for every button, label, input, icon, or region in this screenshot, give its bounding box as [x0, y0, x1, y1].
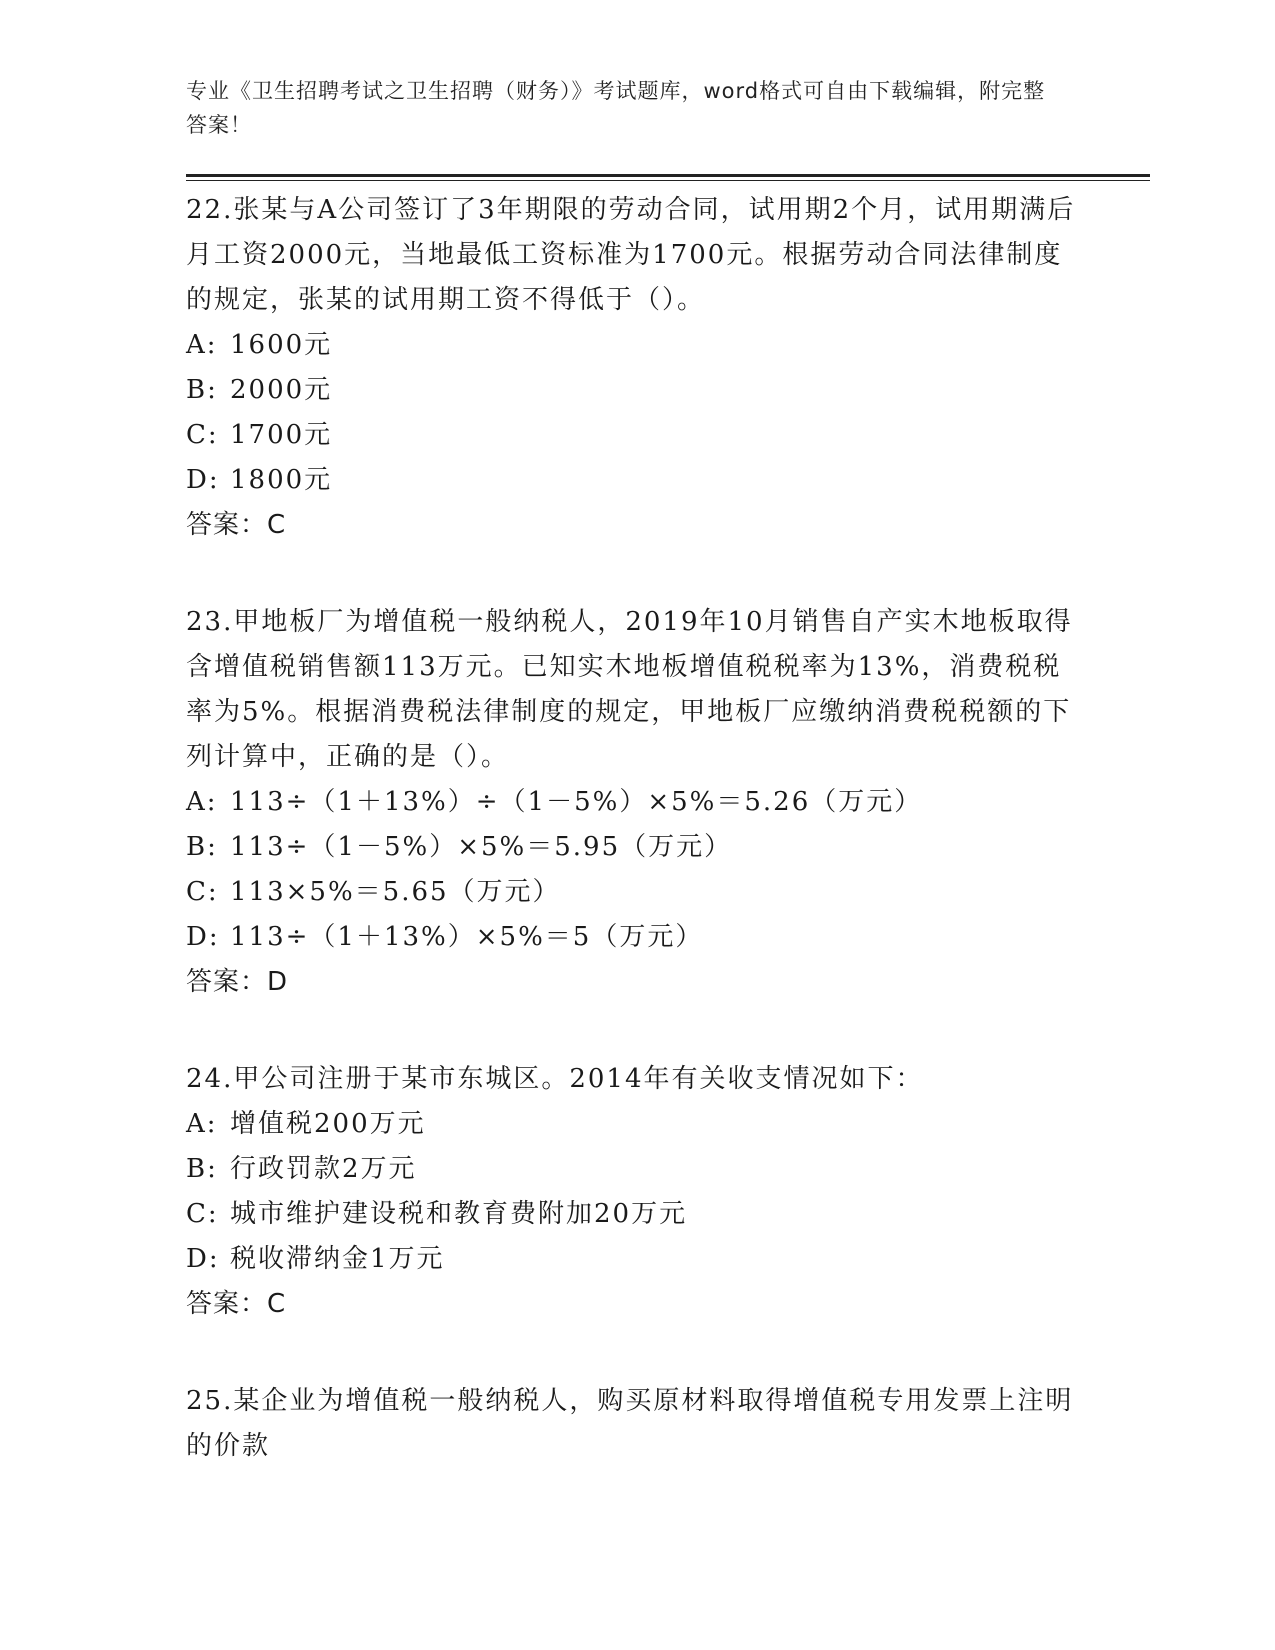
header-rule-thin — [186, 180, 1150, 181]
answer-line: 答案：C — [186, 1289, 287, 1319]
option-text: 113÷（1－5%）×5%＝5.95（万元） — [230, 832, 733, 862]
option-text: 113÷（1＋13%）÷（1－5%）×5%＝5.26（万元） — [230, 787, 923, 817]
option-c — [186, 413, 1086, 458]
question-stem: 25.某企业为增值税一般纳税人，购买原材料取得增值税专用发票上注明的价款 — [186, 1386, 1074, 1461]
option-letter: C: — [186, 1199, 219, 1229]
option-text: 113×5%＝5.65（万元） — [230, 877, 561, 907]
option-b — [186, 368, 1086, 413]
option-c — [186, 1192, 1086, 1237]
option-text: 增值税200万元 — [230, 1109, 426, 1139]
option-a — [186, 780, 1086, 825]
option-letter: A: — [186, 787, 218, 817]
question-23 — [186, 600, 1086, 1005]
answer-line: 答案：C — [186, 510, 287, 540]
option-d — [186, 915, 1086, 960]
header-rule-thick — [186, 174, 1150, 177]
option-text: 1800元 — [230, 465, 333, 495]
option-letter: D: — [186, 465, 220, 495]
option-d — [186, 458, 1086, 503]
option-text: 城市维护建设税和教育费附加20万元 — [230, 1199, 688, 1229]
answer-line: 答案：D — [186, 967, 289, 997]
option-letter: B: — [186, 375, 218, 405]
document-header: 专业《卫生招聘考试之卫生招聘（财务）》考试题库，word格式可自由下载编辑，附完整答案！ — [186, 79, 1046, 137]
option-text: 税收滞纳金1万元 — [230, 1244, 445, 1274]
option-b — [186, 825, 1086, 870]
option-letter: A: — [186, 330, 218, 360]
option-b — [186, 1147, 1086, 1192]
option-a — [186, 1102, 1086, 1147]
option-c — [186, 870, 1086, 915]
option-d — [186, 1237, 1086, 1282]
question-stem: 23.甲地板厂为增值税一般纳税人，2019年10月销售自产实木地板取得含增值税销售额113万元。已知实木地板增值税税率为13%，消费税税率为5%。根据消费税法律制度的规定，甲地板厂应缴纳消费税税额的下列计算中，正确的是（）。 — [186, 607, 1073, 772]
option-letter: C: — [186, 420, 219, 450]
option-letter: C: — [186, 877, 219, 907]
question-25 — [186, 1379, 1086, 1469]
option-letter: A: — [186, 1109, 218, 1139]
question-stem: 24.甲公司注册于某市东城区。2014年有关收支情况如下： — [186, 1064, 924, 1094]
option-text: 2000元 — [230, 375, 333, 405]
option-letter: B: — [186, 832, 218, 862]
option-letter: B: — [186, 1154, 218, 1184]
option-text: 1600元 — [230, 330, 333, 360]
option-letter: D: — [186, 1244, 220, 1274]
question-24 — [186, 1057, 1086, 1327]
option-text: 1700元 — [230, 420, 333, 450]
option-letter: D: — [186, 922, 220, 952]
question-22 — [186, 188, 1086, 548]
question-list — [186, 188, 1086, 1521]
option-text: 113÷（1＋13%）×5%＝5（万元） — [230, 922, 704, 952]
option-a — [186, 323, 1086, 368]
option-text: 行政罚款2万元 — [230, 1154, 417, 1184]
question-stem: 22.张某与A公司签订了3年期限的劳动合同，试用期2个月，试用期满后月工资2000元，当地最低工资标准为1700元。根据劳动合同法律制度的规定，张某的试用期工资不得低于（）。 — [186, 195, 1076, 315]
